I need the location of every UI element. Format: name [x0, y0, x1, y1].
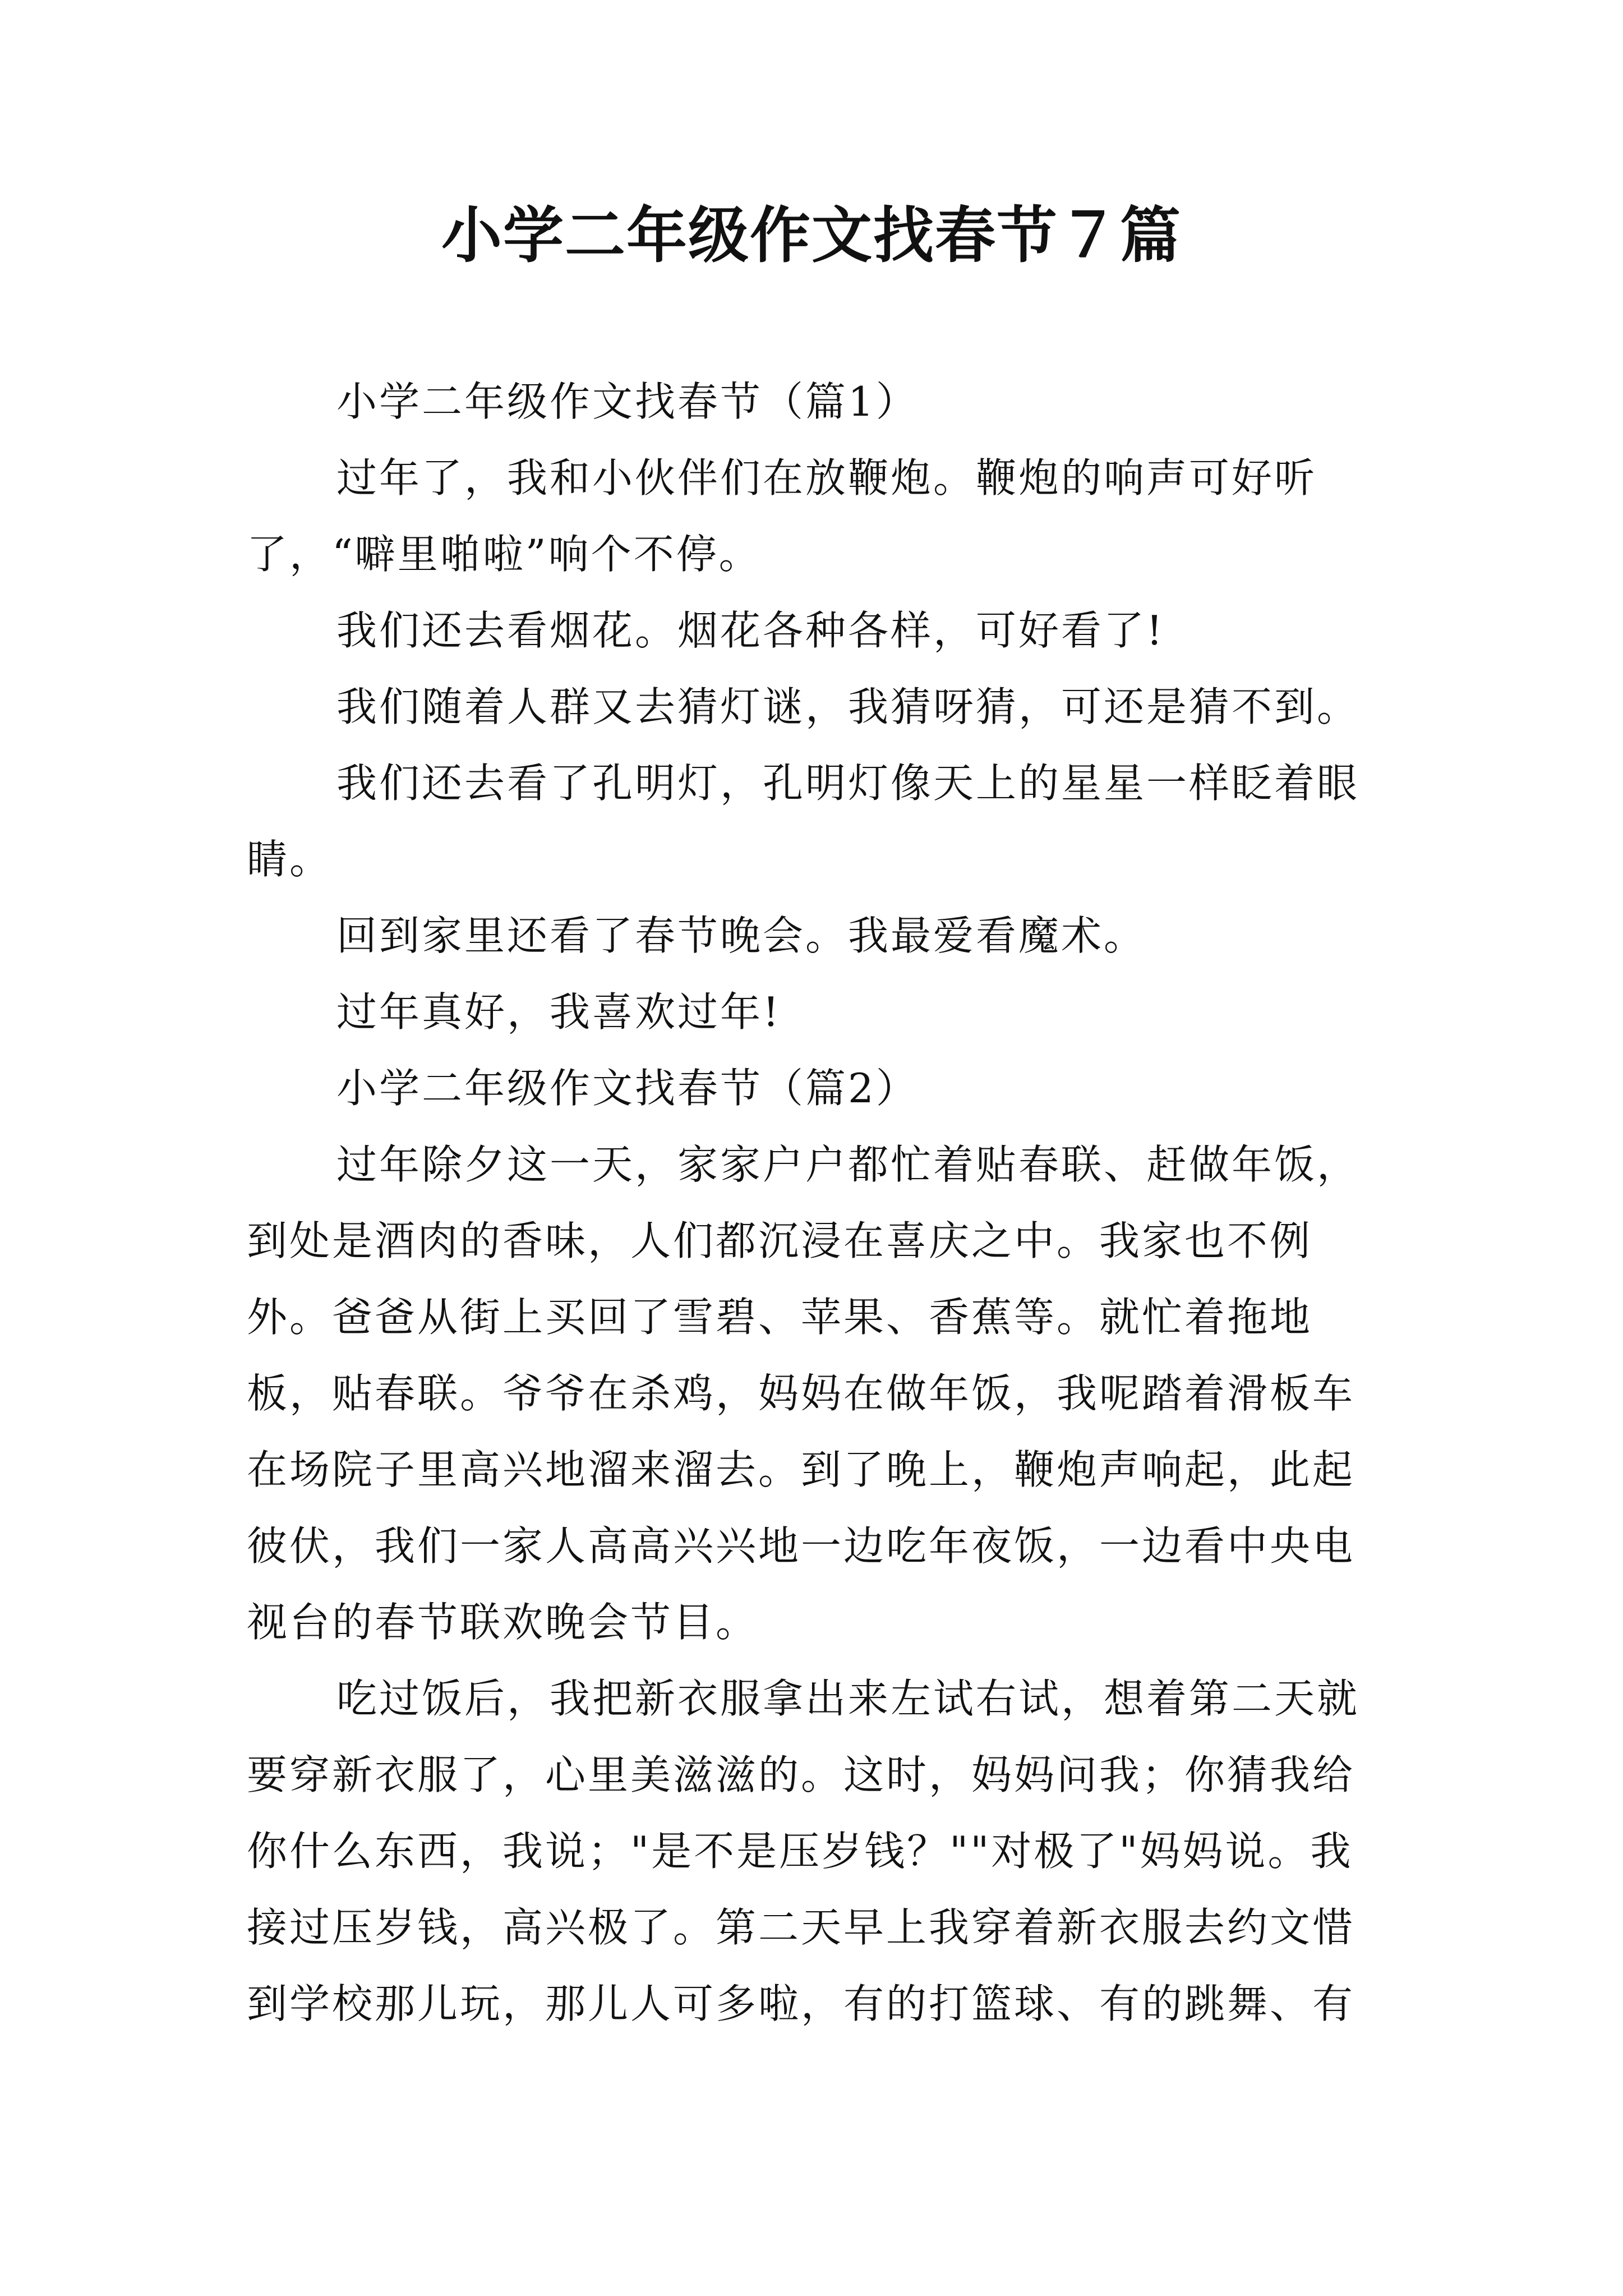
paragraph: 回到家里还看了春节晚会。我最爱看魔术。 — [336, 912, 1147, 959]
section-heading-1: 小学二年级作文找春节（篇1） — [336, 378, 919, 425]
document-title: 小学二年级作文找春节７篇 — [441, 200, 1182, 271]
paragraph: 过年真好，我喜欢过年! — [336, 988, 781, 1036]
paragraph: 我们还去看烟花。烟花各种各样，可好看了! — [336, 607, 1165, 654]
paragraph: 过年除夕这一天，家家户户都忙着贴春联、赶做年饭，到处是酒肉的香味，人们都沉浸在喜庆之中。我家也不例外。爸爸从街上买回了雪碧、苹果、香蕉等。就忙着拖地板，贴春联。爷爷在杀鸡，妈妈在做年饭，我呢踏着滑板车在场院子里高兴地溜来溜去。到了晚上，鞭炮声响起，此起彼伏，我们一家人高高兴兴地一边吃年夜饭，一边看中央电视台的春节联欢晚会节目。 — [247, 1141, 1360, 1646]
paragraph: 吃过饭后，我把新衣服拿出来左试右试，想着第二天就要穿新衣服了，心里美滋滋的。这时，妈妈问我；你猜我给你什么东西，我说；"是不是压岁钱？""对极了"妈妈说。我接过压岁钱，高兴极了。第二天早上我穿着新衣服去约文惜到学校那儿玩，那儿人可多啦，有的打篮球、有的跳舞、有 — [247, 1675, 1360, 2027]
paragraph: 我们还去看了孔明灯，孔明灯像天上的星星一样眨着眼睛。 — [247, 760, 1360, 883]
section-heading-2: 小学二年级作文找春节（篇2） — [336, 1065, 919, 1112]
paragraph: 我们随着人群又去猜灯谜，我猜呀猜，可还是猜不到。 — [336, 683, 1360, 730]
document-body — [247, 364, 1391, 2042]
paragraph: 过年了，我和小伙伴们在放鞭炮。鞭炮的响声可好听了，“噼里啪啦”响个不停。 — [247, 454, 1317, 578]
